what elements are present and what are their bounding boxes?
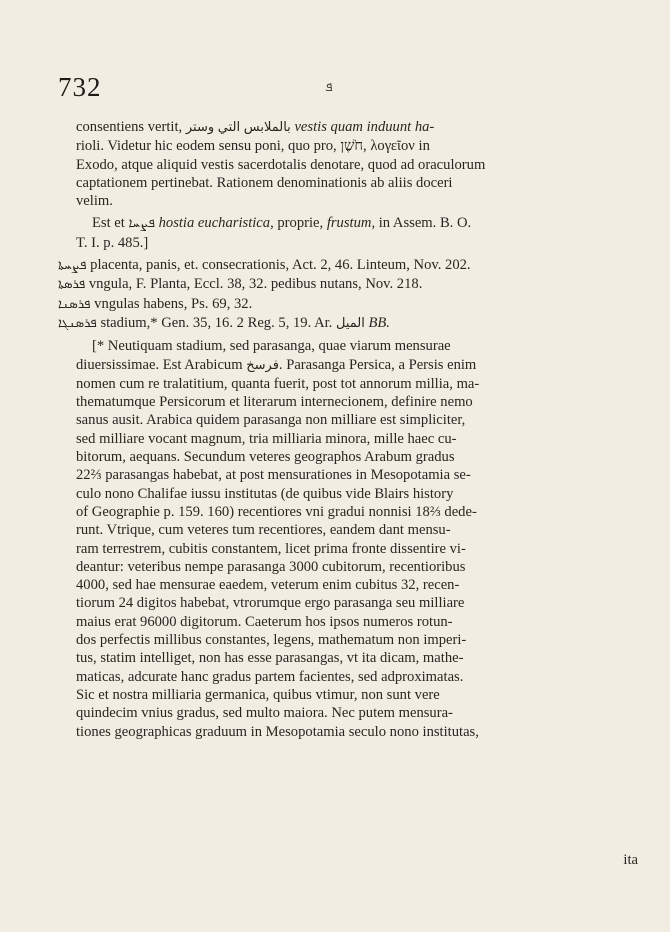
footnote-line: maius erat 96000 digitorum. Caeterum hos ipsos numeros rotun- (76, 613, 453, 630)
footnote-line: diuersissimae. Est Arabicum فرسخ. Parasanga Persica, a Persis enim (76, 356, 477, 373)
text-line: consentiens vertit, بالملابس التي وستر vestis quam induunt ha- (76, 119, 435, 135)
text-line: rioli. Videtur hic eodem sensu poni, quo pro, חֹשֶׁן, λογεῖον in (76, 138, 430, 155)
footnote-line: tus, statim intelliget, non has esse parasangas, vt ita dicam, mathe- (76, 650, 464, 667)
footnote-line: sanus ausit. Arabica quidem parasanga non milliare est simpliciter, (76, 412, 466, 429)
lexicon-entry: ܦܪܣܬܐ vngula, F. Planta, Eccl. 38, 32. pedibus nutans, Nov. 218. (58, 276, 423, 293)
text-line: Exodo, atque aliquid vestis sacerdotalis denotare, quod ad oraculorum (76, 156, 486, 173)
footnote-line: deantur: veteribus nempe parasanga 3000 cubitorum, recentioribus (76, 558, 466, 575)
lexicon-entry: ܦܪܣܢܐ vngulas habens, Ps. 69, 32. (58, 295, 253, 312)
running-head-glyph: ܦ (325, 80, 333, 95)
lexicon-entry: ܦܨܚܬܐ placenta, panis, et. consecrationis, Act. 2, 46. Linteum, Nov. 202. (58, 257, 471, 274)
footnote-line: nomen cum re tralatitium, quanta fuerit, post tot annorum millia, ma- (76, 375, 480, 392)
footnote-line: Sic et nostra milliaria germanica, quibus vtimur, non sunt vere (76, 686, 440, 703)
footnote-line: maticas, adcurate hanc gradus partem facientes, sed adproximatas. (76, 668, 464, 685)
footnote-line: bitorum, aequans. Secundum veteres geographos Arabum gradus (76, 449, 455, 466)
text-line: Est et ܦܨܚܐ hostia eucharistica, proprie, frustum, in Assem. B. O. (92, 215, 472, 232)
lexicon-entry: ܦܪܣܢܓܐ stadium,* Gen. 35, 16. 2 Reg. 5, 19. Ar. الميل BB. (58, 314, 390, 331)
page-number: 732 (58, 72, 102, 102)
footnote-line: [* Neutiquam stadium, sed parasanga, quae viarum mensurae (92, 338, 451, 355)
footnote-line: ram terrestrem, cubitis constantem, licet prima fronte dissentire vi- (76, 540, 466, 557)
page-body (58, 118, 642, 741)
footnote-line: dos perfectis millibus constantes, legens, mathematum non imperi- (76, 632, 467, 649)
footnote-line: sed milliare vocant magnum, tria milliaria minora, mille haec cu- (76, 430, 457, 447)
footnote-line: runt. Vtrique, cum veteres tum recentiores, eandem dant mensu- (76, 522, 451, 539)
text-line: velim. (76, 193, 113, 210)
text-line: captationem pertinebat. Rationem denominationis ab aliis doceri (76, 174, 453, 191)
footnote-line: quindecim vnius gradus, sed multo maiora. Nec putem mensura- (76, 705, 453, 722)
footnote-line: thematumque Persicorum et literarum internecionem, definire nemo (76, 394, 473, 411)
footnote-line: 4000, sed hae mensurae eaedem, veterum enim cubitus 32, recen- (76, 577, 460, 594)
footnote-line: culo nono Chalifae iussu institutas (de quibus vide Blairs history (76, 485, 454, 502)
text-line: T. I. p. 485.] (76, 234, 149, 251)
catchword: ita (623, 852, 638, 868)
footnote-line: of Geographie p. 159. 160) recentiores vni gradui nonnisi 18⅔ dede- (76, 503, 477, 520)
footnote-line: tiorum 24 digitos habebat, vtrorumque ergo parasanga seu milliare (76, 595, 465, 612)
footnote-line: tiones geographicas graduum in Mesopotamia seculo nono institutas, (76, 723, 479, 740)
footnote-line: 22⅔ parasangas habebat, at post mensurationes in Mesopotamia se- (76, 467, 471, 484)
